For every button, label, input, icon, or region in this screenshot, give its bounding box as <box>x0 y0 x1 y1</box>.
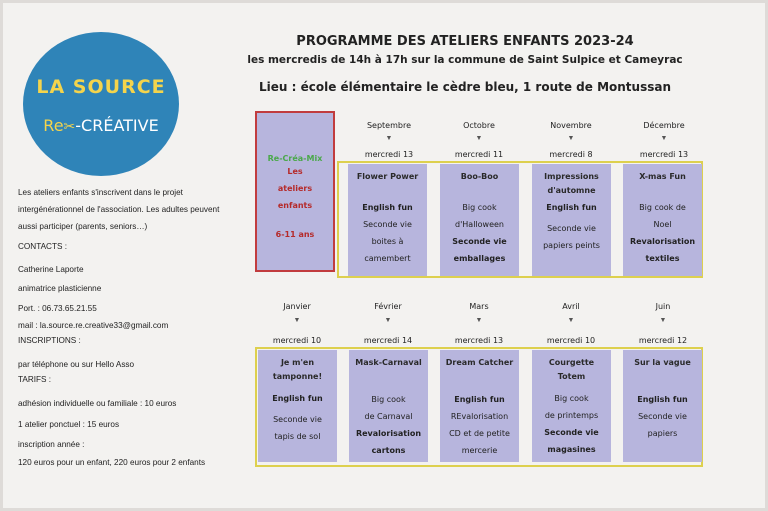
workshop-line-c: Seconde vie <box>547 224 596 233</box>
month-label: Juin <box>655 302 671 311</box>
logo-line-1: LA SOURCE <box>36 76 166 98</box>
workshop-title: Boo-Boo <box>460 172 499 181</box>
workshop-card <box>532 164 611 276</box>
association-logo <box>23 32 179 176</box>
workshop-line-d: cartons <box>371 446 406 455</box>
date-label: mercredi 13 <box>364 150 414 159</box>
workshop-title: Flower Power <box>356 172 419 181</box>
date-label: mercredi 10 <box>546 336 596 345</box>
workshop-line-c: Seconde vie <box>452 237 507 246</box>
contact-role: animatrice plasticienne <box>18 284 102 293</box>
month-label: Mars <box>469 302 489 311</box>
date-label: mercredi 11 <box>454 150 504 159</box>
intro-text: Les ateliers enfants s'inscrivent dans le projet intergénérationnel de l'association. Les adultes peuvent aussi participer (parents, seniors…) <box>18 188 220 231</box>
arrow-down-icon: ▼ <box>475 135 483 142</box>
workshop-line-d: camembert <box>364 254 411 263</box>
recre-line-1: Les <box>287 167 303 176</box>
inscriptions-heading: INSCRIPTIONS : <box>18 336 81 345</box>
workshop-line-c: CD et de petite <box>449 429 510 438</box>
workshop-title: X-mas Fun <box>639 172 686 181</box>
workshop-title: Je m'en tamponne! <box>272 358 323 381</box>
arrow-down-icon: ▼ <box>293 317 301 324</box>
recre-mix-box <box>255 111 335 272</box>
workshop-line-c: Revalorisation <box>355 429 422 438</box>
workshop-line-c: boites à <box>371 237 404 246</box>
tarif-annee: 120 euros pour un enfant, 220 euros pour 2 enfants <box>18 458 206 467</box>
contact-mail: mail : la.source.re.creative33@gmail.com <box>18 321 169 330</box>
month-label: Octobre <box>463 121 495 130</box>
recre-mix-name: Re-Créa-Mix <box>267 154 323 163</box>
date-label: mercredi 13 <box>454 336 504 345</box>
contact-name: Catherine Laporte <box>18 265 84 274</box>
workshop-line-a: Big cook <box>371 395 406 404</box>
month-label: Avril <box>562 302 580 311</box>
contact-phone: Port. : 06.73.65.21.55 <box>18 304 97 313</box>
date-label: mercredi 13 <box>639 150 689 159</box>
month-label: Novembre <box>550 121 592 130</box>
date-label: mercredi 8 <box>549 150 593 159</box>
workshop-line-b: d'Halloween <box>455 220 504 229</box>
date-label: mercredi 12 <box>638 336 688 345</box>
workshop-card <box>258 350 337 462</box>
arrow-down-icon: ▼ <box>475 317 483 324</box>
workshop-line-a: Big cook de <box>639 203 686 212</box>
workshop-line-a: English fun <box>362 203 413 212</box>
workshop-line-d: emballages <box>453 254 506 263</box>
date-label: mercredi 14 <box>363 336 413 345</box>
arrow-down-icon: ▼ <box>567 135 575 142</box>
tarif-annee-label: inscription année : <box>18 440 85 449</box>
workshop-title: Courgette Totem <box>548 358 595 381</box>
workshop-line-a: English fun <box>637 395 688 404</box>
recre-line-3: enfants <box>277 201 313 210</box>
recre-age: 6-11 ans <box>275 230 315 239</box>
logo-creative: -CRÉATIVE <box>75 116 159 135</box>
logo-line-2 <box>23 116 179 135</box>
workshop-card <box>348 164 427 276</box>
workshop-card <box>440 350 519 462</box>
workshop-line-c: Seconde vie <box>273 415 322 424</box>
workshop-line-b: Noel <box>653 220 672 229</box>
workshop-line-d: tapis de sol <box>274 432 321 441</box>
inscriptions-text: par téléphone ou sur Hello Asso <box>18 360 135 369</box>
workshop-line-b: REvalorisation <box>450 412 509 421</box>
workshop-line-d: papiers peints <box>543 241 600 250</box>
scissors-icon: ✂ <box>63 119 76 135</box>
workshop-card <box>623 164 702 276</box>
workshop-card <box>623 350 702 462</box>
tarif-ponctuel: 1 atelier ponctuel : 15 euros <box>18 420 120 429</box>
month-label: Janvier <box>283 302 311 311</box>
logo-re: Re <box>43 116 64 135</box>
date-label: mercredi 10 <box>272 336 322 345</box>
arrow-down-icon: ▼ <box>385 135 393 142</box>
workshop-line-a: English fun <box>454 395 505 404</box>
recre-line-2: ateliers <box>277 184 313 193</box>
workshop-title: Impressions d'automne <box>544 172 599 195</box>
workshop-line-d: mercerie <box>461 446 498 455</box>
arrow-down-icon: ▼ <box>659 317 667 324</box>
workshop-line-b: de Carnaval <box>364 412 413 421</box>
workshop-line-a: English fun <box>272 394 323 403</box>
workshop-line-c: Seconde vie <box>638 412 687 421</box>
location-line: Lieu : école élémentaire le cèdre bleu, 1 route de Montussan <box>258 80 672 94</box>
workshop-card <box>532 350 611 462</box>
workshop-line-d: textiles <box>645 254 680 263</box>
month-label: Février <box>374 302 402 311</box>
workshop-title: Mask-Carnaval <box>355 358 422 367</box>
page-subtitle: les mercredis de 14h à 17h sur la commune de Saint Sulpice et Cameyrac <box>247 54 683 66</box>
month-label: Décembre <box>643 121 685 130</box>
workshop-line-a: Big cook <box>462 203 497 212</box>
tarif-adhesion: adhésion individuelle ou familiale : 10 euros <box>18 399 177 408</box>
arrow-down-icon: ▼ <box>567 317 575 324</box>
arrow-down-icon: ▼ <box>384 317 392 324</box>
workshop-line-c: Revalorisation <box>629 237 696 246</box>
workshop-line-b: de printemps <box>544 411 599 420</box>
page-title: PROGRAMME DES ATELIERS ENFANTS 2023-24 <box>296 34 634 49</box>
workshop-card <box>440 164 519 276</box>
month-label: Septembre <box>366 121 412 130</box>
workshop-line-b: Seconde vie <box>363 220 412 229</box>
tarifs-heading: TARIFS : <box>18 375 52 384</box>
workshop-line-c: Seconde vie <box>544 428 599 437</box>
contacts-heading: CONTACTS : <box>18 242 67 251</box>
arrow-down-icon: ▼ <box>660 135 668 142</box>
workshop-line-a: English fun <box>546 203 597 212</box>
workshop-title: Dream Catcher <box>445 358 514 367</box>
workshop-line-d: papiers <box>647 429 678 438</box>
workshop-line-a: Big cook <box>554 394 589 403</box>
workshop-card <box>349 350 428 462</box>
workshop-line-d: magasines <box>547 445 596 454</box>
workshop-title: Sur la vague <box>634 358 691 367</box>
